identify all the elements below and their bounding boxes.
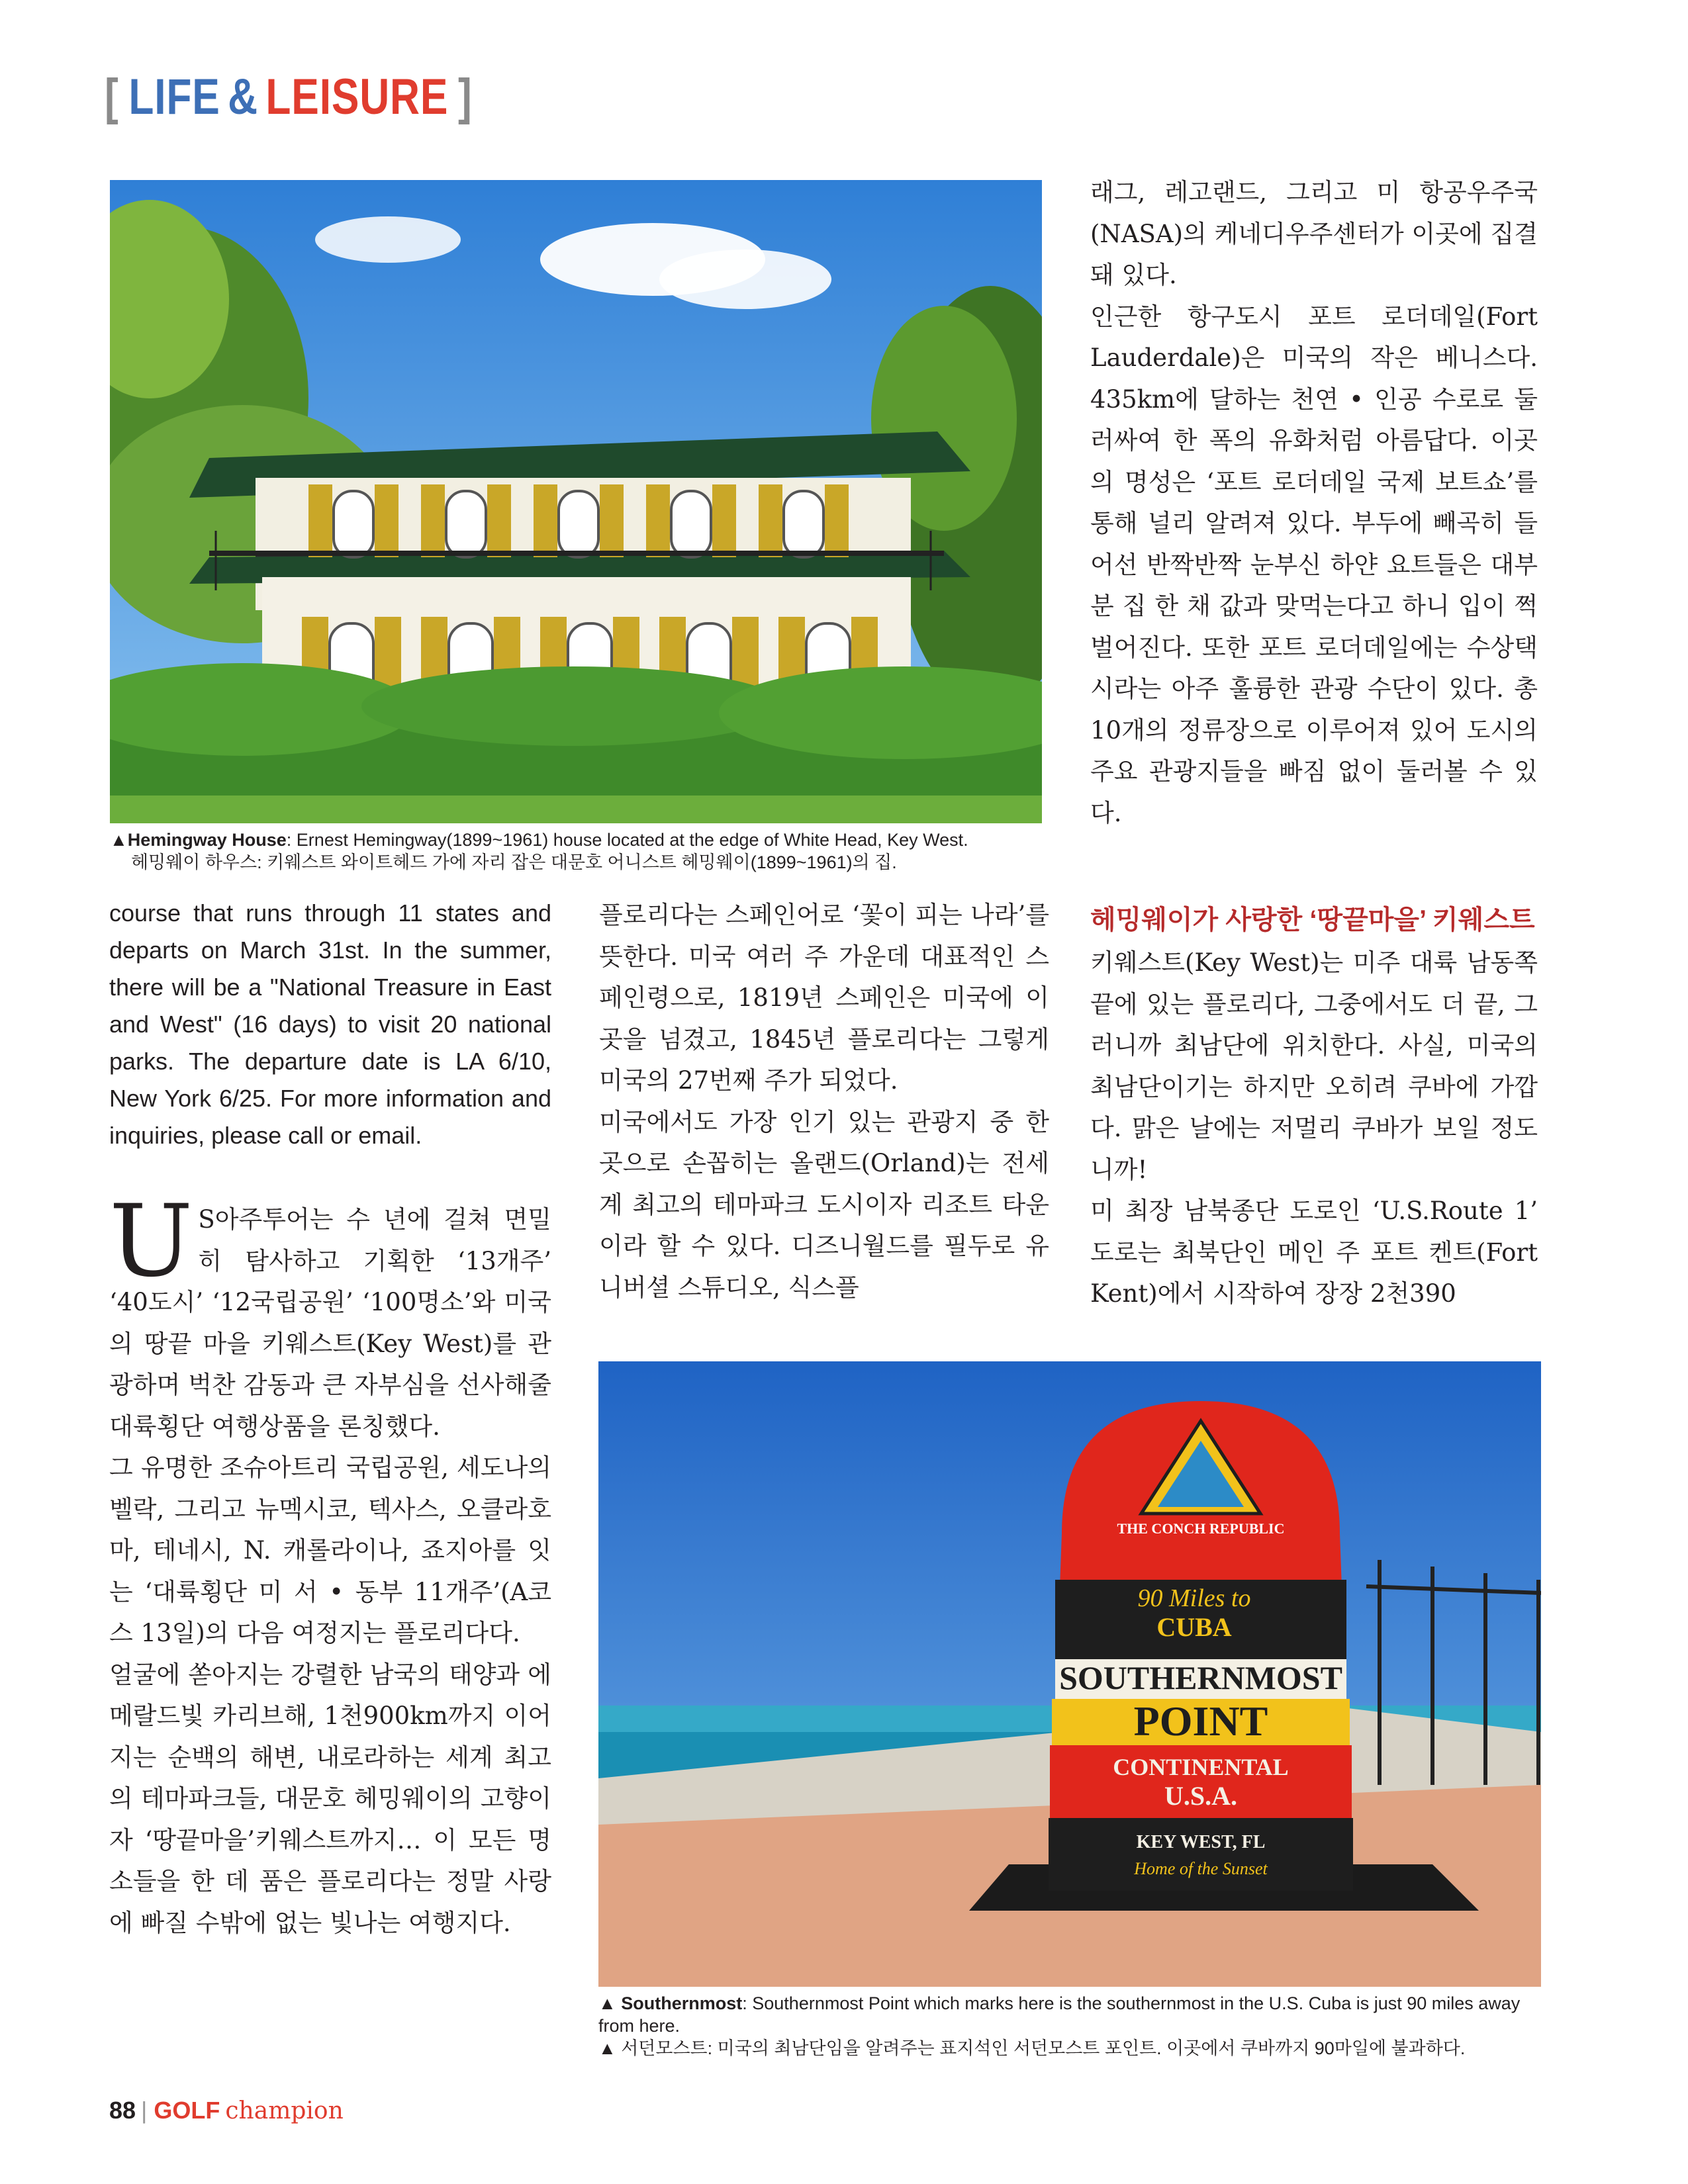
caption-text-ko: 헤밍웨이 하우스: 키웨스트 와이트헤드 가에 자리 잡은 대문호 어니스트 헤밍웨이(1899~1961)의 집. xyxy=(131,852,897,872)
header-close-bracket: ] xyxy=(458,68,473,125)
southernmost-buoy-illustration xyxy=(598,1361,1541,1987)
right-column-bottom xyxy=(1090,900,1538,1315)
caption-text-ko: ▲ 서던모스트: 미국의 최남단임을 알려주는 표지석인 서던모스트 포인트. 이곳에서 쿠바까지 90마일에 불과하다. xyxy=(598,2038,1466,2058)
magazine-name-champion: champion xyxy=(225,2097,344,2124)
hemingway-caption xyxy=(110,829,1050,874)
sign-miles: 90 Miles to xyxy=(1137,1584,1251,1612)
english-column: course that runs through 11 states and departs on March 31st. In the summer, there will be a "National Treasure in East and West" (16 days) to visit 20 national parks. The departure date is LA 6/10, New York 6/25. For more information and inquiries, please call or email. xyxy=(109,899,551,1149)
hemingway-house-photo xyxy=(110,180,1042,823)
paragraph: 키웨스트(Key West)는 미주 대륙 남동쪽 끝에 있는 플로리다, 그중에서도 더 끝, 그러니까 최남단에 위치한다. 사실, 미국의 최남단이기는 하지만 오히려 쿠바에 가깝다. 맑은 날에는 저멀리 쿠바가 보일 정도니까! xyxy=(1090,948,1538,1184)
sign-continental: CONTINENTAL xyxy=(1113,1754,1289,1780)
section-subhead: 헤밍웨이가 사랑한 ‘땅끝마을’ 키웨스트 xyxy=(1090,905,1535,934)
sign-key-west: KEY WEST, FL xyxy=(1136,1832,1266,1852)
caption-text-en: : Ernest Hemingway(1899~1961) house located at the edge of White Head, Key West. xyxy=(286,830,968,850)
paragraph: 인근한 항구도시 포트 로더데일(Fort Lauderdale)은 미국의 작은 베니스다. 435km에 달하는 천연 • 인공 수로로 둘러싸여 한 폭의 유화처럼 아름답다. 이곳의 명성은 ‘포트 로더데일 국제 보트쇼’를 통해 널리 알려져 있다. 부두에 빼곡히 들어선 반짝반짝 눈부신 하얀 요트들은 대부분 집 한 채 값과 맞먹는다고 하니 입이 쩍 벌어진다. 또한 포트 로더데일에는 수상택시라는 아주 훌륭한 관광 수단이 있다. 총 10개의 정류장으로 이루어져 있어 도시의 주요 관광지들을 빠짐 없이 둘러볼 수 있다. xyxy=(1090,302,1538,827)
header-life: LIFE xyxy=(128,68,220,125)
paragraph: 미 최장 남북종단 도로인 ‘U.S.Route 1’ 도로는 최북단인 메인 주 포트 켄트(Fort Kent)에서 시작하여 장장 2천390 xyxy=(1090,1197,1538,1308)
caption-bold-en: Hemingway House xyxy=(127,830,287,850)
paragraph: US아주투어는 수 년에 걸쳐 면밀히 탐사하고 기획한 ‘13개주’ ‘40도시’ ‘12국립공원’ ‘100명소’와 미국의 땅끝 마을 키웨스트(Key West)를 관광하며 벅찬 감동과 큰 자부심을 선사해줄 대륙횡단 여행상품을 론칭했다. xyxy=(109,1184,551,1441)
sign-point: POINT xyxy=(1133,1698,1268,1745)
sign-sunset: Home of the Sunset xyxy=(1134,1859,1268,1878)
sign-usa: U.S.A. xyxy=(1164,1781,1238,1811)
header-open-bracket: [ xyxy=(105,68,119,125)
caption-marker-icon: ▲ xyxy=(110,830,128,850)
paragraph: 미국에서도 가장 인기 있는 관광지 중 한 곳으로 손꼽히는 올랜드(Orland)는 전세계 최고의 테마파크 도시이자 리조트 타운이라 할 수 있다. 디즈니월드를 필두로 유니버셜 스튜디오, 식스플 xyxy=(599,1107,1049,1302)
header-amp: & xyxy=(228,68,258,125)
footer-separator: | xyxy=(141,2097,148,2124)
magazine-name-golf: GOLF xyxy=(154,2097,220,2124)
left-column xyxy=(109,1184,551,1944)
sign-conch-republic: THE CONCH REPUBLIC xyxy=(1117,1520,1285,1537)
page-footer xyxy=(109,2097,344,2124)
drop-cap: U xyxy=(109,1184,193,1299)
southernmost-caption xyxy=(598,1992,1541,2060)
paragraph: 래그, 레고랜드, 그리고 미 항공우주국(NASA)의 케네디우주센터가 이곳에 집결돼 있다. xyxy=(1090,178,1538,289)
right-column-top xyxy=(1090,172,1538,834)
southernmost-point-photo xyxy=(598,1361,1541,1987)
caption-bold-en: Southernmost xyxy=(621,1993,743,2013)
page-number: 88 xyxy=(109,2097,136,2124)
caption-marker-icon: ▲ xyxy=(598,1993,616,2013)
section-header xyxy=(105,64,473,130)
sign-southernmost: SOUTHERNMOST xyxy=(1059,1659,1342,1696)
hemingway-house-illustration xyxy=(110,180,1042,823)
sign-cuba: CUBA xyxy=(1156,1612,1232,1642)
middle-column xyxy=(599,895,1049,1308)
paragraph: 그 유명한 조슈아트리 국립공원, 세도나의 벨락, 그리고 뉴멕시코, 텍사스, 오클라호마, 테네시, N. 캐롤라이나, 죠지아를 잇는 ‘대륙횡단 미 서 • 동부 11개주’(A코스 13일)의 다음 여정지는 플로리다다. xyxy=(109,1453,551,1647)
caption-text-en: : Southernmost Point which marks here is the southernmost in the U.S. Cuba is just 90 miles away from here. xyxy=(598,1993,1521,2036)
header-leisure: LEISURE xyxy=(265,68,449,125)
paragraph: 얼굴에 쏟아지는 강렬한 남국의 태양과 에메랄드빛 카리브해, 1천900km까지 이어지는 순백의 해변, 내로라하는 세계 최고의 테마파크들, 대문호 헤밍웨이의 고향이자 ‘땅끝마을’키웨스트까지… 이 모든 명소들을 한 데 품은 플로리다는 정말 사랑에 빠질 수밖에 없는 빛나는 여행지다. xyxy=(109,1660,551,1937)
paragraph: 플로리다는 스페인어로 ‘꽃이 피는 나라’를 뜻한다. 미국 여러 주 가운데 대표적인 스페인령으로, 1819년 스페인은 미국에 이곳을 넘겼고, 1845년 플로리다는 그렇게 미국의 27번째 주가 되었다. xyxy=(599,901,1049,1095)
